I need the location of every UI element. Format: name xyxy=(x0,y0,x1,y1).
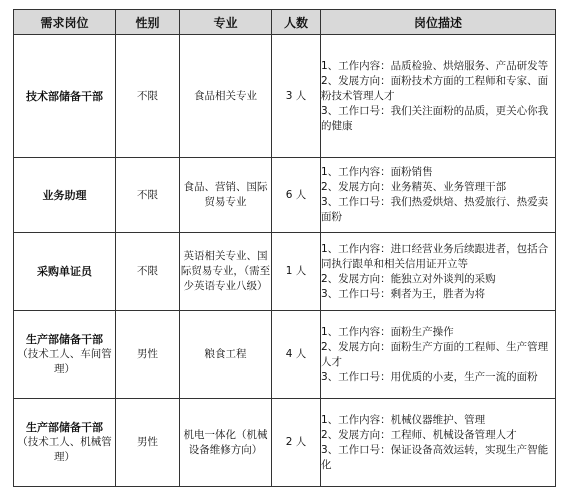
header-description: 岗位描述 xyxy=(321,10,556,35)
description-cell xyxy=(321,311,556,399)
table-row xyxy=(14,233,556,311)
position-cell xyxy=(14,311,116,399)
major-cell: 英语相关专业、国际贸易专业，（需至少英语专业八级） xyxy=(180,233,272,311)
major-cell: 粮食工程 xyxy=(180,311,272,399)
position-cell xyxy=(14,233,116,311)
description-line: 3、工作口号：我们热爱烘焙、热爱旅行、热爱卖面粉 xyxy=(321,196,549,223)
table-row xyxy=(14,399,556,487)
major-cell: 机电一体化（机械设备维修方向） xyxy=(180,399,272,487)
description-line: 2、发展方向：工程师、机械设备管理人才 xyxy=(321,428,517,441)
description-line: 1、工作内容：面粉销售 xyxy=(321,166,433,178)
position-title: 业务助理 xyxy=(42,188,87,202)
table-header-row xyxy=(14,10,556,35)
gender-cell: 不限 xyxy=(116,158,180,233)
description-cell xyxy=(321,399,556,487)
major-cell: 食品相关专业 xyxy=(180,35,272,158)
gender-cell: 男性 xyxy=(116,399,180,487)
gender-cell: 不限 xyxy=(116,233,180,311)
header-major: 专业 xyxy=(180,10,272,35)
major-cell: 食品、营销、国际贸易专业 xyxy=(180,158,272,233)
description-line: 1、工作内容：机械仪器维护、管理 xyxy=(321,413,486,426)
description-line: 2、发展方向：面粉技术方面的工程师和专家、面粉技术管理人才 xyxy=(321,74,549,102)
description-cell xyxy=(321,158,556,233)
description-line: 3、工作口号：我们关注面粉的品质，更关心你我的健康 xyxy=(321,104,549,132)
gender-cell: 不限 xyxy=(116,35,180,158)
position-cell xyxy=(14,158,116,233)
position-cell xyxy=(14,399,116,487)
table-row xyxy=(14,158,556,233)
description-line: 1、工作内容：面粉生产操作 xyxy=(321,325,454,338)
description-line: 3、工作口号：剩者为王，胜者为将 xyxy=(321,287,486,300)
position-title: 生产部储备干部 xyxy=(26,421,103,434)
gender-cell: 男性 xyxy=(116,311,180,399)
position-title: 生产部储备干部 xyxy=(26,333,103,346)
count-cell: 4 人 xyxy=(272,311,321,399)
description-line: 2、发展方向：业务精英、业务管理干部 xyxy=(321,181,507,193)
description-cell xyxy=(321,233,556,311)
header-gender: 性别 xyxy=(116,10,180,35)
count-cell: 6 人 xyxy=(272,158,321,233)
position-cell xyxy=(14,35,116,158)
description-line: 3、工作口号：保证设备高效运转，实现生产智能化 xyxy=(321,443,549,471)
table-row xyxy=(14,35,556,158)
position-note: （技术工人、机械管理） xyxy=(17,436,112,463)
header-position: 需求岗位 xyxy=(14,10,116,35)
description-cell xyxy=(321,35,556,158)
count-cell: 2 人 xyxy=(272,399,321,487)
description-line: 2、发展方向：能独立对外谈判的采购 xyxy=(321,272,496,285)
position-title: 技术部储备干部 xyxy=(26,89,103,103)
description-line: 1、工作内容：进口经营业务后续跟进者，包括合同执行跟单和相关信用证开立等 xyxy=(321,242,549,270)
description-line: 2、发展方向：面粉生产方面的工程师、生产管理人才 xyxy=(321,340,549,368)
table-row xyxy=(14,311,556,399)
count-cell: 1 人 xyxy=(272,233,321,311)
count-cell: 3 人 xyxy=(272,35,321,158)
position-note: （技术工人、车间管理） xyxy=(17,348,112,375)
description-line: 1、工作内容：品质检验、烘焙服务、产品研发等 xyxy=(321,59,549,72)
description-line: 3、工作口号：用优质的小麦，生产一流的面粉 xyxy=(321,370,538,383)
recruitment-table xyxy=(13,9,556,487)
position-title: 采购单证员 xyxy=(37,265,92,278)
header-count: 人数 xyxy=(272,10,321,35)
